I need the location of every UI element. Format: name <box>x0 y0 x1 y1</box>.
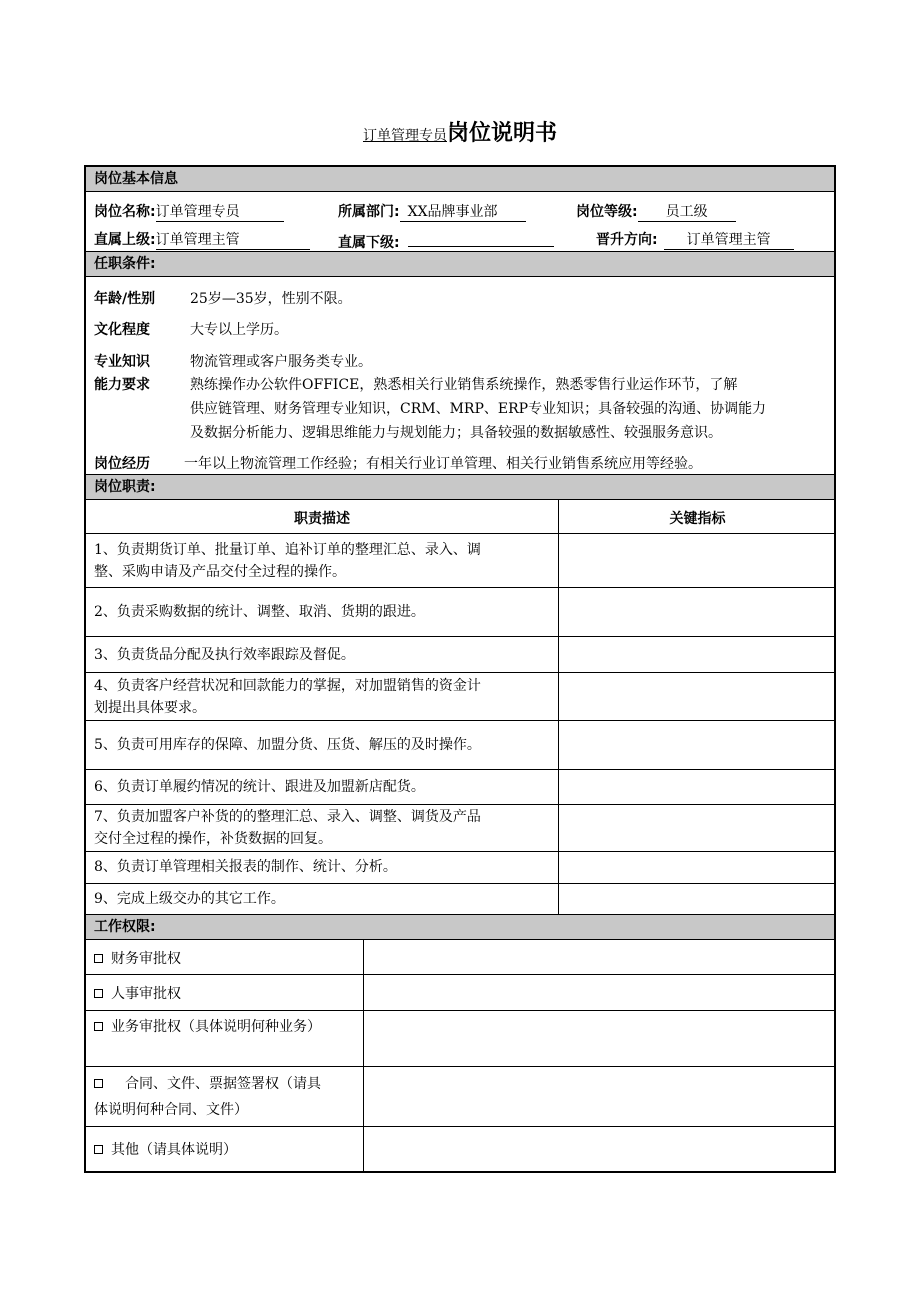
field-label: 晋升方向: <box>596 232 658 248</box>
authority-label: 人事审批权 <box>111 986 181 1002</box>
field-department <box>338 201 526 222</box>
authority-row-contract <box>94 1073 321 1121</box>
field-promotion <box>596 229 794 250</box>
authority-row-other <box>94 1139 237 1161</box>
duty-line: 6、负责订单履约情况的统计、跟进及加盟新店配货。 <box>94 779 425 795</box>
authority-label: 财务审批权 <box>111 951 181 967</box>
duty-row <box>94 675 481 719</box>
field-value: XX品牌事业部 <box>400 204 526 222</box>
req-label-age: 年龄/性别 <box>94 291 156 307</box>
duty-line: 交付全过程的操作，补货数据的回复。 <box>94 831 332 847</box>
field-label: 直属下级: <box>338 235 400 251</box>
duty-row <box>94 644 355 666</box>
req-label-major: 专业知识 <box>94 354 150 370</box>
duty-row <box>94 856 397 878</box>
checkbox-icon[interactable] <box>94 954 103 963</box>
title-doc: 岗位说明书 <box>446 121 557 146</box>
duty-line: 5、负责可用库存的保障、加盟分货、压货、解压的及时操作。 <box>94 737 481 753</box>
checkbox-icon[interactable] <box>94 1022 103 1031</box>
authority-label: 业务审批权（具体说明何种业务） <box>111 1019 321 1035</box>
duty-line: 3、负责货品分配及执行效率跟踪及督促。 <box>94 647 355 663</box>
duty-row <box>94 601 425 623</box>
req-text-ability-line: 熟练操作办公软件OFFICE，熟悉相关行业销售系统操作，熟悉零售行业运作环节，了解 <box>190 377 738 393</box>
duties-col-description: 职责描述 <box>294 511 350 527</box>
req-text-education: 大专以上学历。 <box>190 322 288 338</box>
req-label-education: 文化程度 <box>94 322 150 338</box>
authority-row-finance <box>94 948 181 970</box>
field-value <box>408 229 554 247</box>
field-value: 订单管理主管 <box>664 232 794 250</box>
field-value: 订单管理主管 <box>156 232 310 250</box>
document-title <box>0 116 920 147</box>
req-text-ability-line: 及数据分析能力、逻辑思维能力与规划能力；具备较强的数据敏感性、较强服务意识。 <box>190 425 722 441</box>
req-text-age: 25岁—35岁，性别不限。 <box>190 291 352 307</box>
section-duties-header: 岗位职责: <box>86 475 834 500</box>
field-label: 直属上级: <box>94 232 156 248</box>
job-description-table <box>84 165 836 1173</box>
section-requirements-header: 任职条件: <box>86 252 834 277</box>
duty-row <box>94 806 481 850</box>
authority-label: 其他（请具体说明） <box>111 1142 237 1158</box>
section-basic-info-header: 岗位基本信息 <box>86 167 834 192</box>
req-label-experience: 岗位经历 <box>94 456 150 472</box>
authority-row-hr <box>94 983 181 1005</box>
req-text-ability-line: 供应链管理、财务管理专业知识，CRM、MRP、ERP专业知识；具备较强的沟通、协调能力 <box>190 401 767 417</box>
duty-line: 7、负责加盟客户补货的的整理汇总、录入、调整、调货及产品 <box>94 809 481 825</box>
authority-label: 体说明何种合同、文件） <box>94 1102 248 1118</box>
duties-col-kpi: 关键指标 <box>669 511 726 527</box>
duty-row <box>94 888 285 910</box>
duty-line: 整、采购申请及产品交付全过程的操作。 <box>94 564 346 580</box>
checkbox-icon[interactable] <box>94 989 103 998</box>
field-subordinate <box>338 229 554 252</box>
field-value: 员工级 <box>638 204 736 222</box>
authority-row-business <box>94 1016 321 1038</box>
duty-line: 2、负责采购数据的统计、调整、取消、货期的跟进。 <box>94 604 425 620</box>
duty-line: 划提出具体要求。 <box>94 700 206 716</box>
field-level <box>576 201 736 222</box>
duty-row <box>94 776 425 798</box>
duty-line: 4、负责客户经营状况和回款能力的掌握，对加盟销售的资金计 <box>94 678 481 694</box>
authority-label: 合同、文件、票据签署权（请具 <box>125 1076 321 1092</box>
section-authority-header: 工作权限: <box>86 915 834 940</box>
field-label: 所属部门: <box>338 204 400 220</box>
checkbox-icon[interactable] <box>94 1145 103 1154</box>
duty-line: 8、负责订单管理相关报表的制作、统计、分析。 <box>94 859 397 875</box>
req-label-ability: 能力要求 <box>94 377 150 393</box>
duty-row <box>94 734 481 756</box>
title-position: 订单管理专员 <box>362 128 447 144</box>
duty-row <box>94 539 481 583</box>
checkbox-icon[interactable] <box>94 1079 103 1088</box>
field-position-name <box>94 201 284 222</box>
field-supervisor <box>94 229 310 250</box>
req-text-major: 物流管理或客户服务类专业。 <box>190 354 372 370</box>
field-label: 岗位等级: <box>576 204 638 220</box>
field-value: 订单管理专员 <box>156 204 284 222</box>
duty-line: 1、负责期货订单、批量订单、追补订单的整理汇总、录入、调 <box>94 542 481 558</box>
duty-line: 9、完成上级交办的其它工作。 <box>94 891 285 907</box>
field-label: 岗位名称: <box>94 204 156 220</box>
req-text-experience: 一年以上物流管理工作经验；有相关行业订单管理、相关行业销售系统应用等经验。 <box>184 456 702 472</box>
